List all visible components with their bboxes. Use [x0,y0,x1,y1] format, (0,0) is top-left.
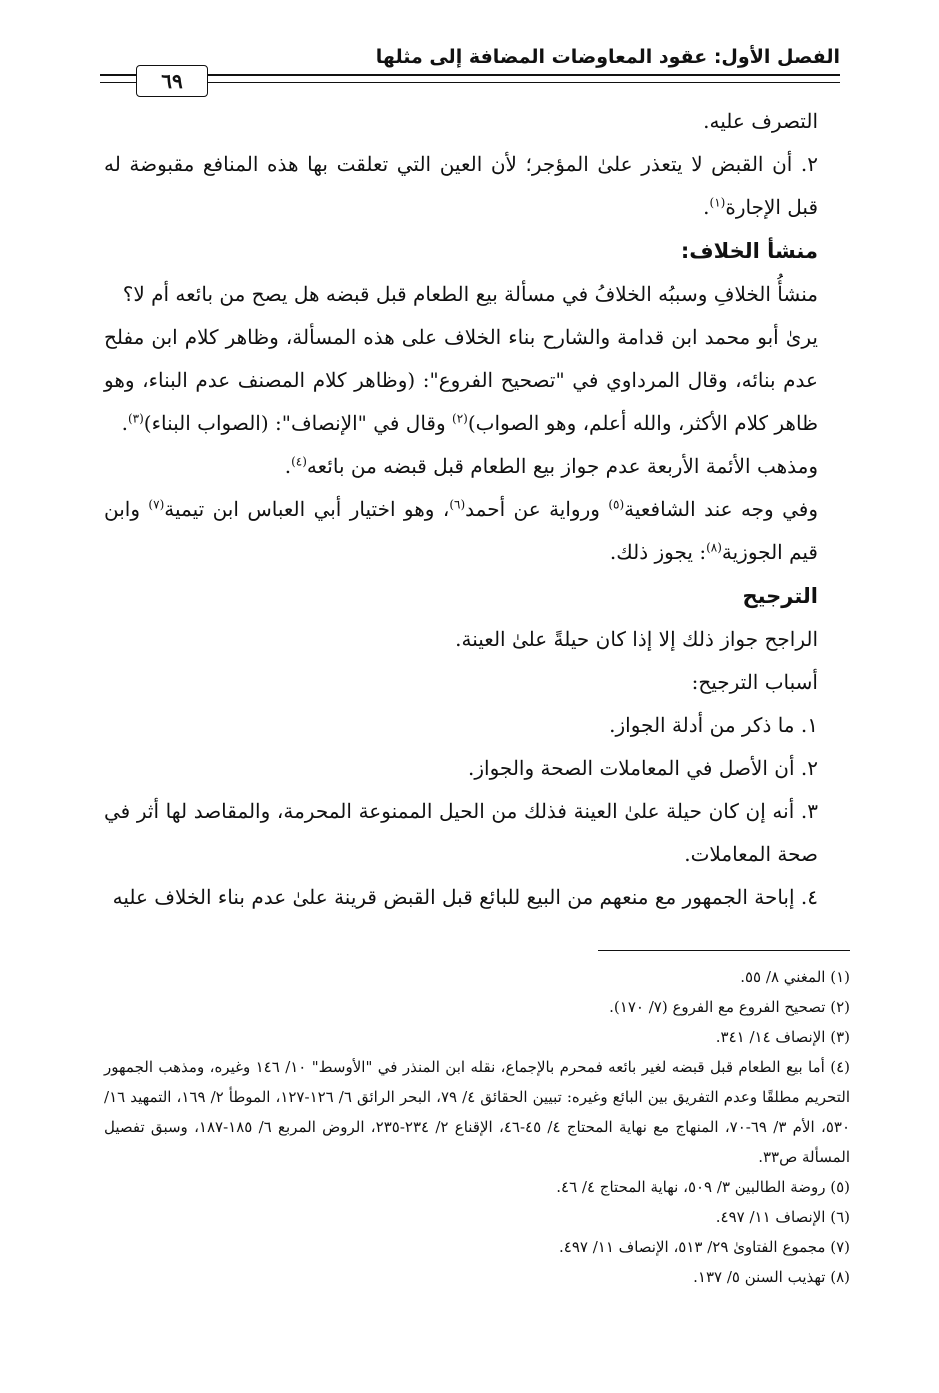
footnote-item: (٧) مجموع الفتاوىٰ ٢٩/ ٥١٣، الإنصاف ١١/ ٤٩٧. [558,1238,850,1256]
paragraph [104,790,818,876]
footnote-ref: (٢) [452,411,468,426]
footnote-item: (٤) أما بيع الطعام قبل قبضه لغير بائعه فمحرم بالإجماع، نقله ابن المنذر في "الأوسط" ١٠/ ١٤٦ وغيره، ومذهب الجمهور التحريم مطلقًا وعدم التفريق بين البائع وغيره: تبيين الحقائق ٤/ ٧٩، البحر الرائق ٦/ ١٢٦-١٢٧، الموطأ ٢/ ١٦٩، التمهيد ١٦/ ٥٣٠، الأم ٣/ ٦٩-٧٠، المنهاج مع نهاية المحتاج ٤/ ٤٥-٤٦، الإقناع ٢/ ٢٣٤-٢٣٥، الروض المربع ٦/ ١٨٥-١٨٧، وسبق تفصيل المسألة ص٣٣. [104,1058,851,1166]
footnote-ref: (٣) [127,411,144,426]
text-run: وابن قيم الجوزية [104,497,818,564]
footnote-item: (٦) الإنصاف ١١/ ٤٩٧. [715,1208,850,1226]
paragraph [104,661,818,704]
paragraph [104,273,818,316]
section-heading [104,229,818,273]
paragraph [104,445,818,488]
footnote-ref: (٧) [148,497,165,512]
text-run: منشأُ الخلافِ وسببُه الخلافُ في مسألة بيع الطعام قبل قبضه هل يصح من بائعه أم لا؟ [122,282,818,306]
text-run: ١. ما ذكر من أدلة الجواز. [609,713,818,737]
text-run: ٤. إباحة الجمهور مع منعهم من البيع للبائع قبل القبض قرينة علىٰ عدم بناء الخلاف عليه [112,885,818,909]
text-run: التصرف عليه. [703,109,818,133]
running-head-title: الفصل الأول: عقود المعاوضات المضافة إلى مثلها [375,46,840,68]
paragraph [104,488,818,574]
text-run: الراجح جواز ذلك إلا إذا كان حيلةً علىٰ العينة. [455,627,818,651]
header-rule [100,74,840,76]
text-run: وقال في "الإنصاف": (الصواب البناء) [143,411,452,435]
footnote-ref: (٥) [608,497,625,512]
text-run: ، وهو اختيار أبي العباس ابن تيمية [164,497,450,521]
text-run: : يجوز ذلك. [609,540,707,564]
text-run: ٢. أن القبض لا يتعذر علىٰ المؤجر؛ لأن العين التي تعلقت بها هذه المنافع مقبوضة له قبل الإجارة [104,152,818,219]
footnote-ref: (١) [709,195,726,210]
text-run: يرىٰ أبو محمد ابن قدامة والشارح بناء الخلاف على هذه المسألة، وظاهر كلام ابن مفلح عدم بنائه، وقال المرداوي في "تصحيح الفروع": (وظاهر كلام المصنف عدم البناء، وهو ظاهر كلام الأكثر، والله أعلم، وهو الصواب) [104,325,818,435]
footnote-item: (٣) الإنصاف ١٤/ ٣٤١. [715,1028,850,1046]
footnote-item: (٥) روضة الطالبين ٣/ ٥٠٩، نهاية المحتاج ٤/ ٤٦. [556,1178,850,1196]
paragraph [104,747,818,790]
text-run: ورواية عن أحمد [465,497,609,521]
text-run: ٢. أن الأصل في المعاملات الصحة والجواز. [468,756,818,780]
paragraph [104,316,818,445]
footnote-item: (١) المغني ٨/ ٥٥. [740,968,850,986]
page-header [100,38,840,98]
text-run: منشأ الخلاف: [680,239,818,263]
paragraph [104,876,818,919]
text-run: . [284,454,292,478]
text-run: الترجيح [742,584,818,608]
footnote-ref: (٨) [706,540,722,555]
page-number: ٦٩ [136,65,208,97]
footnote-item: (٢) تصحيح الفروع مع الفروع (٧/ ١٧٠). [609,998,850,1016]
paragraph [104,704,818,747]
header-rule-thin [100,82,840,83]
text-run: ٣. أنه إن كان حيلة علىٰ العينة فذلك من الحيل الممنوعة المحرمة، والمقاصد لها أثر في صحة المعاملات. [104,799,819,866]
footnote-ref: (٦) [449,497,466,512]
footnotes [104,962,850,1292]
paragraph [104,143,818,229]
section-heading [104,574,818,618]
footnote-item: (٨) تهذيب السنن ٥/ ١٣٧. [693,1268,850,1286]
paragraph [104,618,818,661]
text-run: . [703,195,710,219]
main-text [104,100,818,919]
text-run: أسباب الترجيح: [691,670,818,694]
text-run: وفي وجه عند الشافعية [624,497,818,521]
text-run: . [121,411,128,435]
paragraph [104,100,818,143]
footnote-separator [598,950,850,951]
footnote-ref: (٤) [291,454,307,469]
text-run: ومذهب الأئمة الأربعة عدم جواز بيع الطعام قبل قبضه من بائعه [306,454,818,478]
